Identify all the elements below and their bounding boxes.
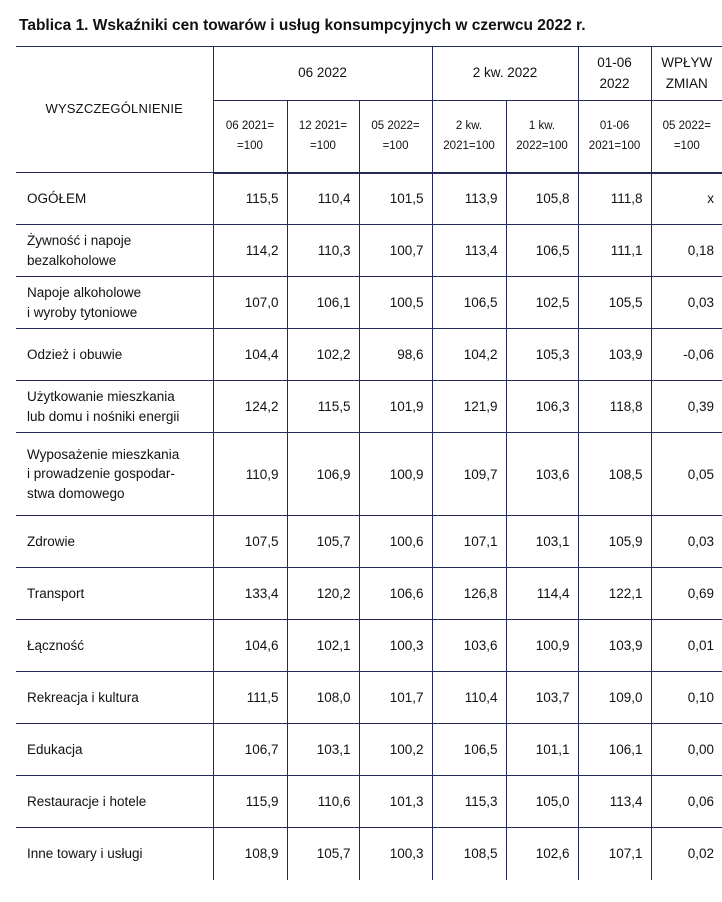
value-cell: 113,4	[432, 225, 506, 277]
row-label	[16, 516, 213, 568]
value-cell: 114,4	[506, 568, 578, 620]
row-label	[16, 828, 213, 880]
value-cell: 105,7	[287, 516, 359, 568]
value-cell: 124,2	[213, 381, 287, 433]
value-cell: 0,39	[651, 381, 722, 433]
row-label-line: Napoje alkoholowe	[27, 284, 142, 300]
value-cell: 104,6	[213, 620, 287, 672]
value-cell: 100,3	[359, 828, 432, 880]
sub-header-line: 05 2022=	[662, 119, 711, 132]
value-cell: 106,6	[359, 568, 432, 620]
value-cell: 103,1	[506, 516, 578, 568]
sub-header-line: 2021=100	[443, 140, 495, 153]
value-cell: 101,9	[359, 381, 432, 433]
value-cell: 109,7	[432, 433, 506, 516]
sub-header-6	[651, 101, 722, 173]
value-cell: 0,01	[651, 620, 722, 672]
row-label	[16, 568, 213, 620]
sub-header-line: 2022=100	[516, 140, 568, 153]
sub-header-line: =100	[310, 140, 336, 153]
row-label-line: Łączność	[27, 637, 85, 653]
sub-header-5	[578, 101, 651, 173]
row-label	[16, 433, 213, 516]
value-cell: 133,4	[213, 568, 287, 620]
value-cell: -0,06	[651, 329, 722, 381]
row-label	[16, 277, 213, 329]
row-label-line: Zdrowie	[27, 533, 76, 549]
row-label	[16, 776, 213, 828]
value-cell: 106,1	[578, 724, 651, 776]
table-row	[16, 225, 722, 277]
value-cell: 105,8	[506, 173, 578, 225]
value-cell: 100,2	[359, 724, 432, 776]
value-cell: 118,8	[578, 381, 651, 433]
table-row	[16, 776, 722, 828]
sub-header-line: =100	[237, 140, 263, 153]
row-label-line: Odzież i obuwie	[27, 346, 123, 362]
value-cell: 0,06	[651, 776, 722, 828]
table-row	[16, 433, 722, 516]
value-cell: 0,69	[651, 568, 722, 620]
sub-header-line: 06 2021=	[225, 119, 275, 132]
sub-header-line: 2 kw.	[455, 119, 483, 132]
group-header-line: WPŁYW	[661, 54, 713, 70]
value-cell: 108,0	[287, 672, 359, 724]
table-row	[16, 173, 722, 225]
value-cell: 115,3	[432, 776, 506, 828]
value-cell: 101,5	[359, 173, 432, 225]
value-cell: 115,5	[287, 381, 359, 433]
value-cell: 110,3	[287, 225, 359, 277]
row-label	[16, 724, 213, 776]
value-cell: 98,6	[359, 329, 432, 381]
table-row	[16, 277, 722, 329]
group-header-wplyw-zmian	[651, 47, 722, 101]
value-cell: 115,5	[213, 173, 287, 225]
table-row	[16, 620, 722, 672]
value-cell: 100,9	[506, 620, 578, 672]
row-label	[16, 173, 213, 225]
value-cell: 103,9	[578, 620, 651, 672]
value-cell: 0,05	[651, 433, 722, 516]
value-cell: 102,1	[287, 620, 359, 672]
value-cell: 106,3	[506, 381, 578, 433]
table-row	[16, 568, 722, 620]
value-cell: 109,0	[578, 672, 651, 724]
sub-header-line: =100	[673, 140, 700, 153]
value-cell: 0,00	[651, 724, 722, 776]
row-label-line: stwa domowego	[27, 485, 125, 501]
value-cell: 105,3	[506, 329, 578, 381]
sub-header-line: =100	[382, 140, 409, 153]
value-cell: 102,5	[506, 277, 578, 329]
group-header-line: 2022	[599, 75, 630, 91]
value-cell: 107,1	[578, 828, 651, 880]
value-cell: 113,4	[578, 776, 651, 828]
table-row	[16, 828, 722, 880]
sub-header-line: 01-06	[599, 119, 630, 132]
col-header-wyszczegolnienie: WYSZCZEGÓLNIENIE	[16, 47, 213, 173]
value-cell: 0,03	[651, 277, 722, 329]
sub-header-0	[213, 101, 287, 173]
value-cell: 106,5	[432, 277, 506, 329]
value-cell: 106,1	[287, 277, 359, 329]
value-cell: 114,2	[213, 225, 287, 277]
value-cell: 103,9	[578, 329, 651, 381]
value-cell: 107,0	[213, 277, 287, 329]
value-cell: 0,03	[651, 516, 722, 568]
row-label-line: Transport	[27, 585, 85, 601]
sub-header-4	[506, 101, 578, 173]
value-cell: 101,7	[359, 672, 432, 724]
value-cell: 0,02	[651, 828, 722, 880]
sub-header-line: 05 2022=	[371, 119, 420, 132]
value-cell: 126,8	[432, 568, 506, 620]
value-cell: 106,9	[287, 433, 359, 516]
value-cell: 107,5	[213, 516, 287, 568]
value-cell: 115,9	[213, 776, 287, 828]
sub-header-line: 12 2021=	[298, 119, 348, 132]
group-header-01-06-2022	[578, 47, 651, 101]
row-label	[16, 672, 213, 724]
value-cell: 107,1	[432, 516, 506, 568]
value-cell: 100,5	[359, 277, 432, 329]
value-cell: 111,5	[213, 672, 287, 724]
value-cell: 110,4	[287, 173, 359, 225]
value-cell: 0,10	[651, 672, 722, 724]
row-label	[16, 329, 213, 381]
row-label-line: Wyposażenie mieszkania	[27, 446, 180, 462]
value-cell: 102,6	[506, 828, 578, 880]
row-label-line: i wyroby tytoniowe	[27, 304, 138, 320]
value-cell: 103,1	[287, 724, 359, 776]
value-cell: 103,6	[506, 433, 578, 516]
value-cell: 108,5	[432, 828, 506, 880]
value-cell: 0,18	[651, 225, 722, 277]
row-label	[16, 225, 213, 277]
group-header-2kw-2022: 2 kw. 2022	[432, 47, 578, 101]
table-row	[16, 724, 722, 776]
sub-header-1	[287, 101, 359, 173]
row-label-line: lub domu i nośniki energii	[27, 408, 180, 424]
row-label-line: Restauracje i hotele	[27, 793, 147, 809]
table-row	[16, 672, 722, 724]
row-label-line: i prowadzenie gospodar-	[27, 466, 175, 482]
value-cell: 103,6	[432, 620, 506, 672]
price-index-table	[16, 46, 722, 880]
sub-header-3	[432, 101, 506, 173]
table-row	[16, 516, 722, 568]
value-cell: 105,7	[287, 828, 359, 880]
value-cell: 102,2	[287, 329, 359, 381]
value-cell: 106,7	[213, 724, 287, 776]
table-row	[16, 381, 722, 433]
group-header-line: 01-06	[597, 54, 632, 70]
value-cell: 104,4	[213, 329, 287, 381]
value-cell: 110,9	[213, 433, 287, 516]
row-label-line: Użytkowanie mieszkania	[27, 388, 175, 404]
sub-header-line: 1 kw.	[528, 119, 556, 132]
value-cell: 108,9	[213, 828, 287, 880]
value-cell: 105,5	[578, 277, 651, 329]
value-cell: 108,5	[578, 433, 651, 516]
table-row	[16, 329, 722, 381]
row-label-line: Inne towary i usługi	[27, 845, 143, 861]
value-cell: 100,9	[359, 433, 432, 516]
value-cell: 103,7	[506, 672, 578, 724]
row-label-line: Edukacja	[27, 741, 83, 757]
row-label-line: bezalkoholowe	[27, 252, 117, 268]
value-cell: 105,9	[578, 516, 651, 568]
value-cell: 111,8	[578, 173, 651, 225]
value-cell: 110,6	[287, 776, 359, 828]
value-cell: 113,9	[432, 173, 506, 225]
value-cell: 111,1	[578, 225, 651, 277]
value-cell: 106,5	[506, 225, 578, 277]
row-label-line: OGÓŁEM	[27, 190, 87, 206]
value-cell: 122,1	[578, 568, 651, 620]
value-cell: 101,3	[359, 776, 432, 828]
value-cell: x	[651, 173, 722, 225]
value-cell: 104,2	[432, 329, 506, 381]
row-label-line: Żywność i napoje	[27, 232, 132, 248]
row-label	[16, 381, 213, 433]
row-label	[16, 620, 213, 672]
value-cell: 100,7	[359, 225, 432, 277]
group-header-line: ZMIAN	[665, 75, 708, 91]
value-cell: 101,1	[506, 724, 578, 776]
value-cell: 121,9	[432, 381, 506, 433]
value-cell: 105,0	[506, 776, 578, 828]
sub-header-line: 2021=100	[588, 140, 641, 153]
value-cell: 100,3	[359, 620, 432, 672]
table-title: Tablica 1. Wskaźniki cen towarów i usług konsumpcyjnych w czerwcu 2022 r.	[19, 17, 586, 34]
value-cell: 106,5	[432, 724, 506, 776]
value-cell: 120,2	[287, 568, 359, 620]
group-header-06-2022: 06 2022	[213, 47, 432, 101]
value-cell: 110,4	[432, 672, 506, 724]
sub-header-2	[359, 101, 432, 173]
value-cell: 100,6	[359, 516, 432, 568]
row-label-line: Rekreacja i kultura	[27, 689, 139, 705]
